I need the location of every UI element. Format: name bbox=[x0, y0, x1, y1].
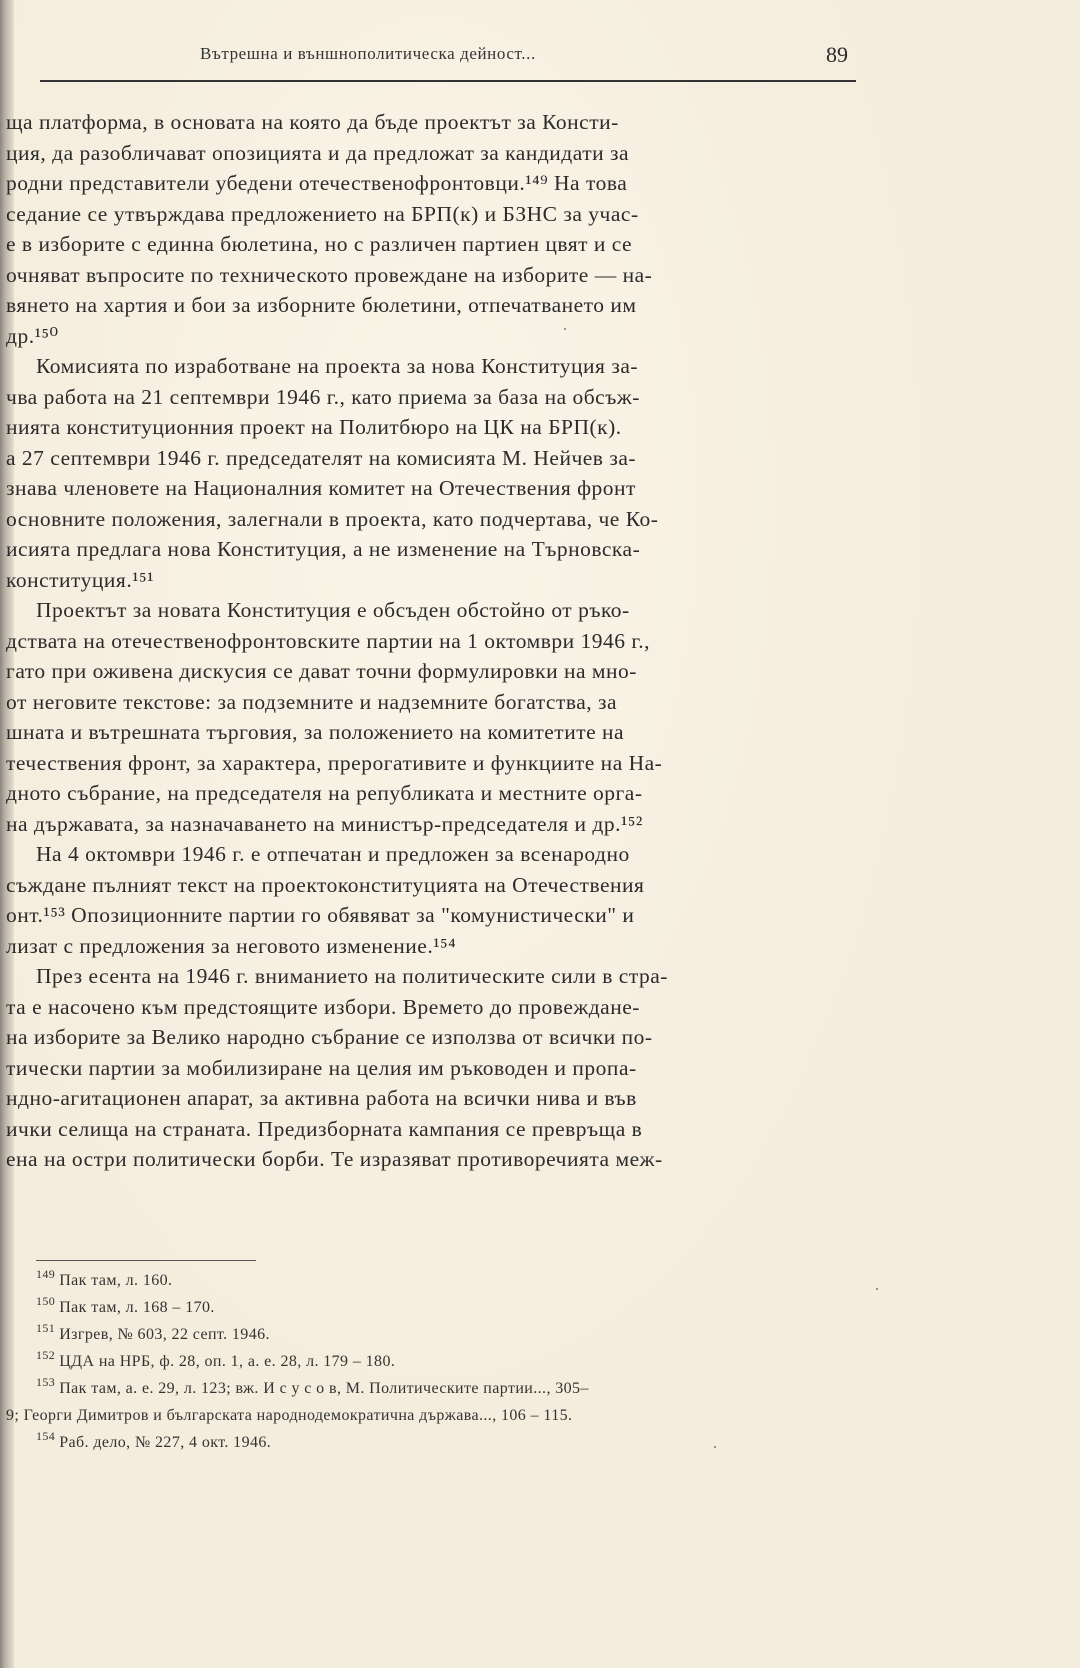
footnote-mark: 154 bbox=[36, 1429, 56, 1443]
page-number: 89 bbox=[826, 42, 848, 67]
footnote-text: 9; Георги Димитров и българската народнодемократична държава..., 106 – 115. bbox=[6, 1407, 573, 1424]
body-line: е в изборите с единна бюлетина, но с различен партиен цвят и се bbox=[6, 232, 633, 256]
paper-speck bbox=[876, 1288, 878, 1290]
body-line: основните положения, залегнали в проекта, като подчертава, че Ко- bbox=[6, 506, 659, 531]
body-line: др.¹⁵⁰ bbox=[6, 323, 59, 348]
body-line: а 27 септември 1946 г. председателят на комисията М. Нейчев за- bbox=[6, 445, 637, 470]
header-rule bbox=[40, 80, 856, 82]
footnote-text: Изгрев, № 603, 22 септ. 1946. bbox=[59, 1326, 270, 1343]
footnote-mark: 152 bbox=[36, 1348, 56, 1362]
footnote-149 bbox=[36, 1267, 173, 1292]
footnote-mark: 151 bbox=[36, 1321, 56, 1335]
body-line: на държавата, за назначаването на министър-председателя и др.¹⁵² bbox=[6, 811, 643, 836]
body-line: ндно-агитационен апарат, за активна работа на всички нива и във bbox=[6, 1086, 637, 1110]
body-line: гато при оживена дискусия се дават точни формулировки на мно- bbox=[6, 659, 637, 683]
body-line: ички селища на страната. Предизборната кампания се превръща в bbox=[6, 1116, 643, 1141]
footnote-text: Пак там, л. 160. bbox=[59, 1272, 173, 1289]
footnote-151 bbox=[36, 1321, 270, 1346]
body-line: Комисията по изработване на проекта за нова Конституция за- bbox=[36, 354, 639, 378]
body-line: ена на остри политически борби. Те изразяват противоречията меж- bbox=[6, 1147, 663, 1171]
body-line: На 4 октомври 1946 г. е отпечатан и предложен за всенародно bbox=[36, 842, 630, 866]
body-line: родни представители убедени отечественофронтовци.¹⁴⁹ На това bbox=[6, 171, 628, 195]
body-line: на изборите за Велико народно събрание се използва от всички по- bbox=[6, 1025, 653, 1049]
footnote-150 bbox=[36, 1294, 215, 1319]
body-line: течествения фронт, за характера, прерогативите и функциите на На- bbox=[6, 750, 663, 775]
body-line: та е насочено към предстоящите избори. Времето до провеждане- bbox=[6, 994, 640, 1019]
body-line: тически партии за мобилизиране на целия им ръководен и пропа- bbox=[6, 1055, 637, 1080]
footnote-mark: 153 bbox=[36, 1375, 56, 1389]
running-head: Вътрешна и външнополитическа дейност... bbox=[200, 44, 536, 63]
footnote-mark: 149 bbox=[36, 1267, 56, 1281]
body-line: През есента на 1946 г. вниманието на политическите сили в стра- bbox=[36, 964, 668, 988]
paper-speck bbox=[714, 1446, 716, 1448]
body-line: очняват въпросите по техническото провеждане на изборите — на- bbox=[6, 262, 653, 287]
body-line: ция, да разобличават опозицията и да предложат за кандидати за bbox=[6, 140, 630, 165]
body-line: Проектът за новата Конституция е обсъден обстойно от ръко- bbox=[36, 598, 630, 622]
body-line: съждане пълният текст на проектоконституцията на Отечествения bbox=[6, 872, 645, 897]
body-line: седание се утвърждава предложението на БРП(к) и БЗНС за учас- bbox=[6, 201, 639, 226]
paper-speck bbox=[564, 328, 566, 330]
footnote-154 bbox=[36, 1429, 272, 1454]
body-line: чва работа на 21 септември 1946 г., като приема за база на обсъж- bbox=[6, 384, 640, 409]
footnote-mark: 150 bbox=[36, 1294, 56, 1308]
body-line: ща платформа, в основата на която да бъде проектът за Консти- bbox=[6, 110, 619, 134]
body-line: нията конституционния проект на Политбюро на ЦК на БРП(к). bbox=[6, 415, 622, 439]
footnote-rule bbox=[36, 1260, 256, 1261]
body-text bbox=[0, 108, 856, 1208]
body-line: конституция.¹⁵¹ bbox=[6, 567, 155, 592]
footnote-153 bbox=[36, 1375, 589, 1400]
footnote-text: Пак там, а. е. 29, л. 123; вж. И с у с о в, М. Политическите партии..., 305– bbox=[59, 1380, 589, 1397]
body-line: онт.¹⁵³ Опозиционните партии го обявяват за "комунистически" и bbox=[6, 903, 635, 927]
footnote-153-continued bbox=[6, 1405, 572, 1427]
footnote-text: Пак там, л. 168 – 170. bbox=[59, 1299, 215, 1316]
footnote-text: Раб. дело, № 227, 4 окт. 1946. bbox=[59, 1434, 272, 1451]
body-line: исията предлага нова Конституция, а не изменение на Търновска- bbox=[6, 537, 641, 561]
body-line: шната и вътрешната търговия, за положението на комитетите на bbox=[6, 720, 625, 744]
body-line: знава членовете на Националния комитет на Отечествения фронт bbox=[6, 476, 636, 500]
footnote-text: ЦДА на НРБ, ф. 28, оп. 1, а. е. 28, л. 179 – 180. bbox=[59, 1353, 396, 1370]
body-line: вянето на хартия и бои за изборните бюлетини, отпечатването им bbox=[6, 293, 637, 317]
body-line: дствата на отечественофронтовските партии на 1 октомври 1946 г., bbox=[6, 628, 651, 653]
body-line: от неговите текстове: за подземните и надземните богатства, за bbox=[6, 689, 618, 714]
body-line: лизат с предложения за неговото изменение.¹⁵⁴ bbox=[6, 933, 457, 958]
body-line: дното събрание, на председателя на републиката и местните орга- bbox=[6, 781, 643, 805]
footnote-152 bbox=[36, 1348, 396, 1373]
